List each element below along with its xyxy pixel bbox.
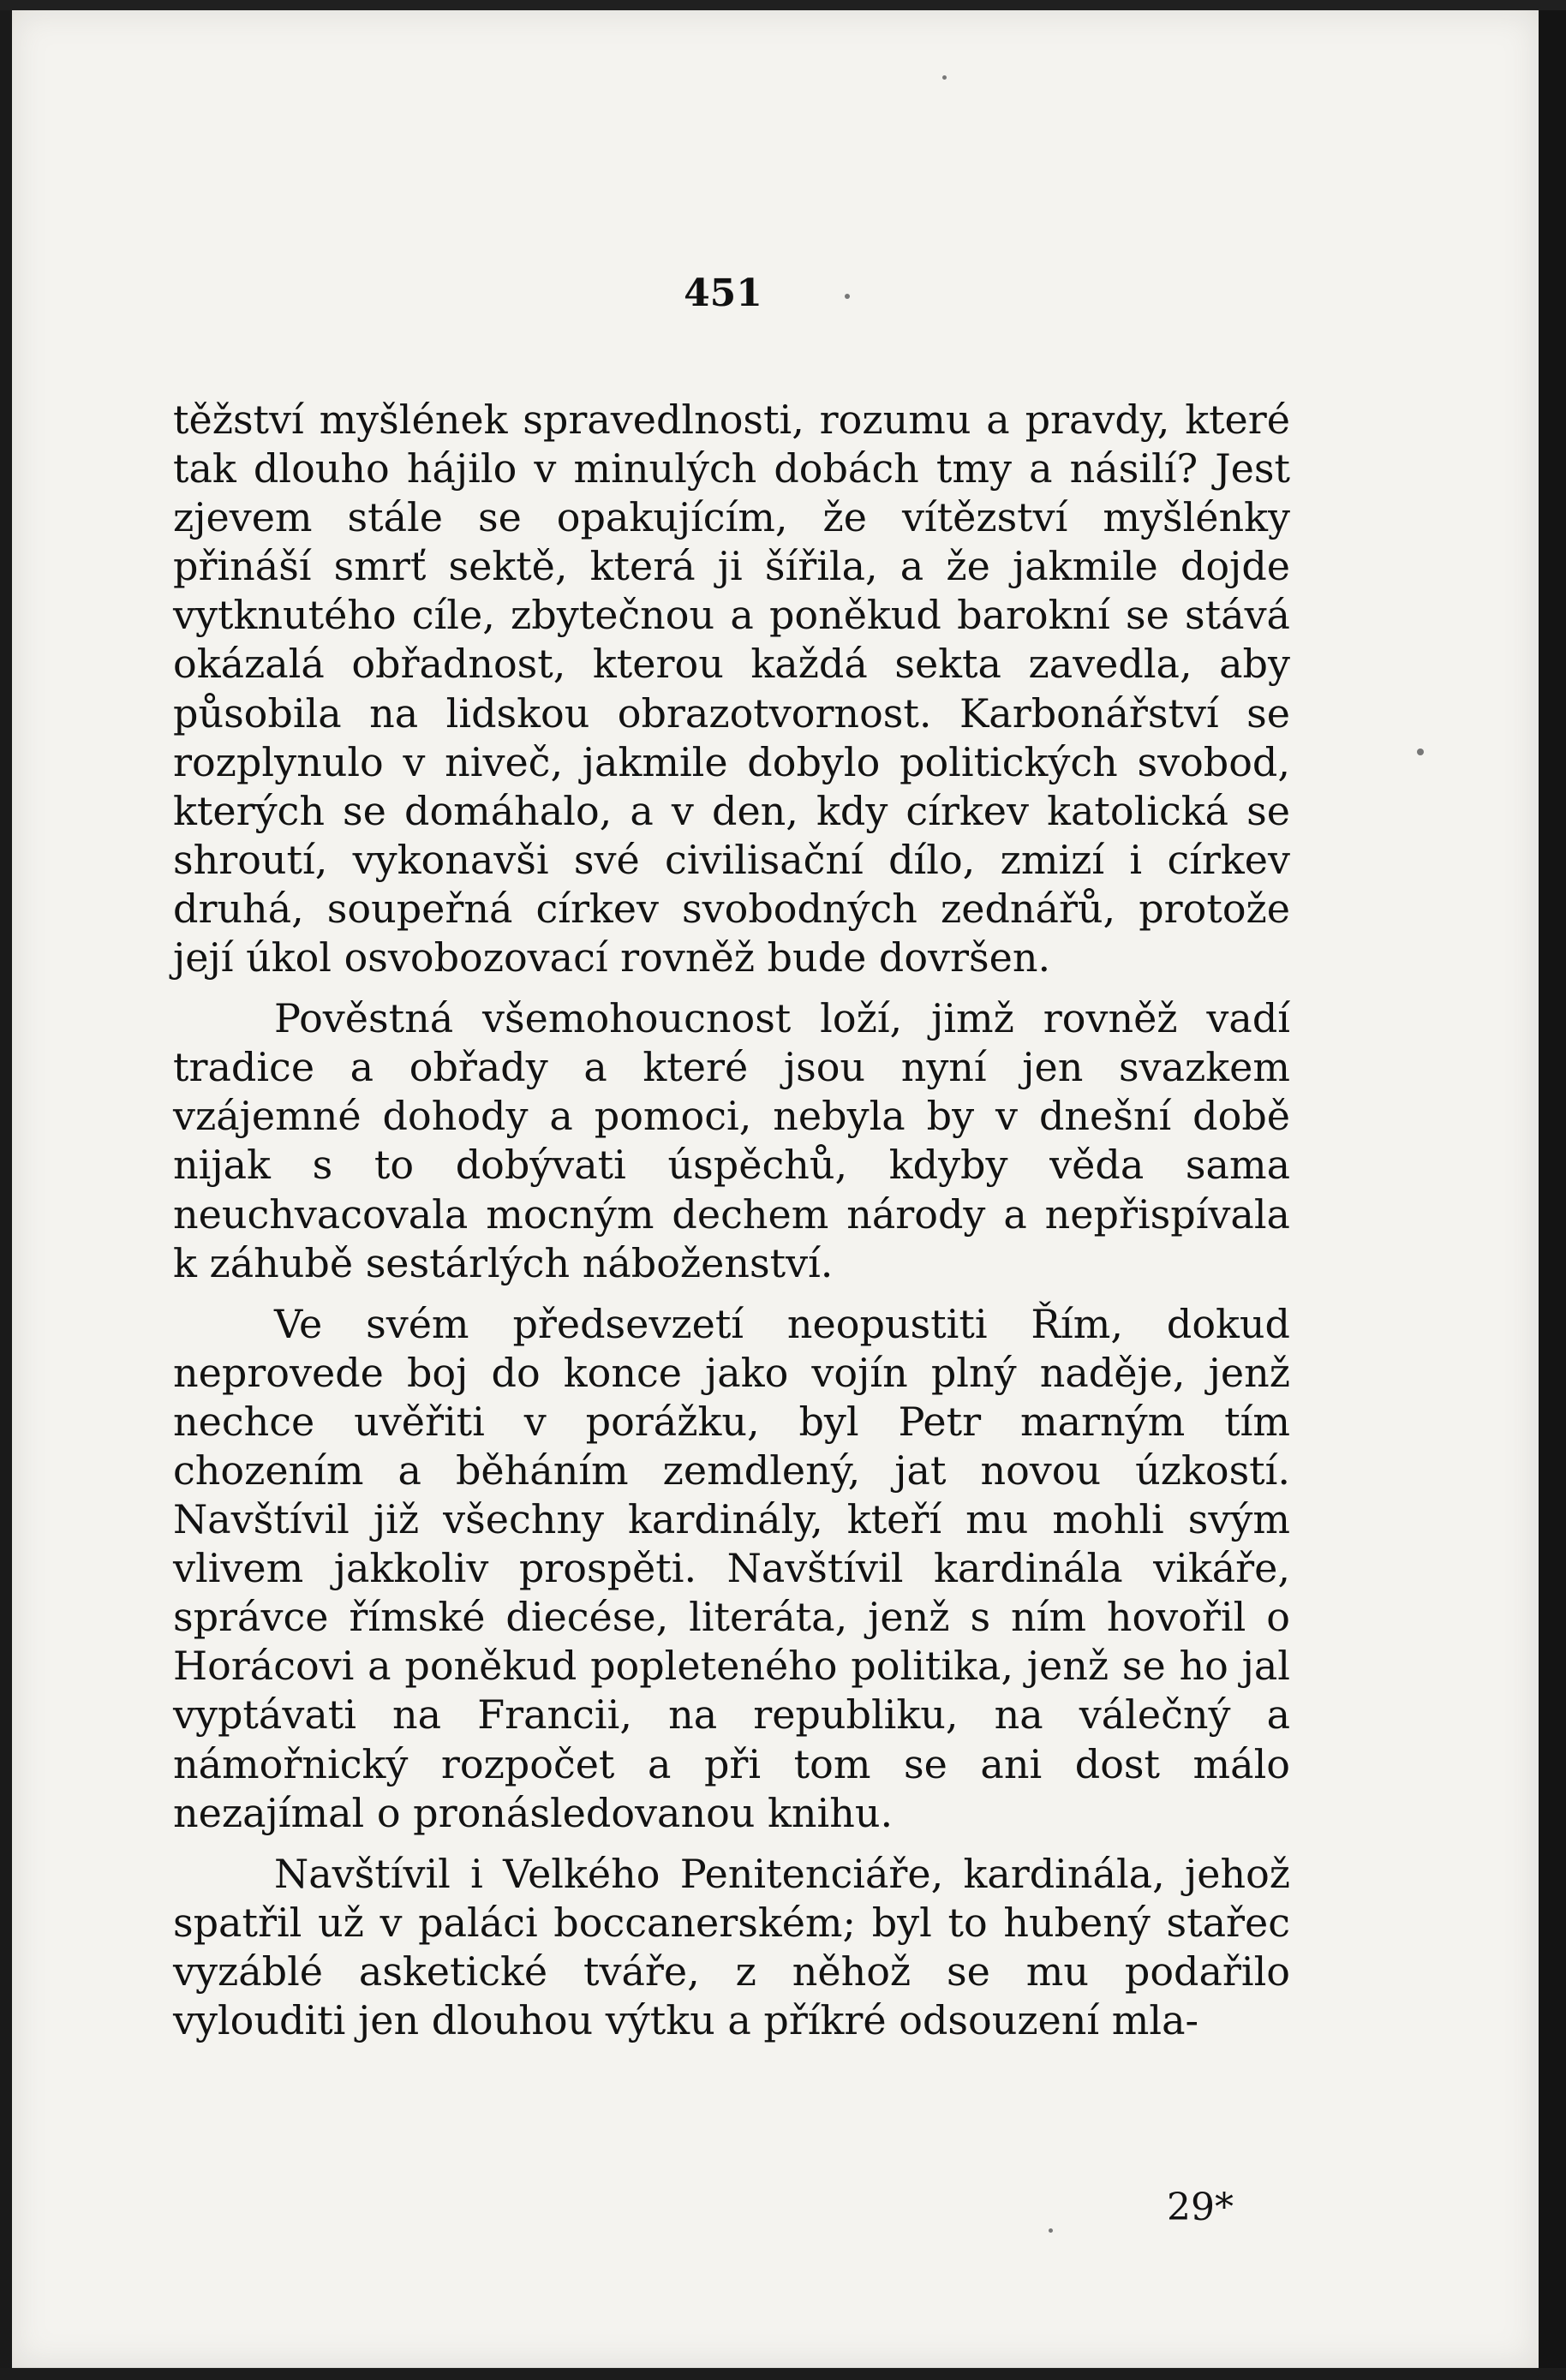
- page-number: 451: [684, 271, 762, 315]
- scan-edge-left: [0, 0, 12, 2380]
- paper-speck: [845, 294, 850, 299]
- paragraph: těžství myšlének spravedlnosti, rozumu a pravdy, které tak dlouho hájilo v minulých dobách tmy a násilí? Jest zjevem stále se opakujícím, že vítězství myšlénky přináší smrť sektě, která ji šířila, a že jakmile dojde vytknutého cíle, zbytečnou a poněkud barokní se stává okázalá obřadnost, kterou každá sekta zavedla, aby působila na lidskou obrazotvornost. Karbonářství se rozplynulo v niveč, jakmile dobylo politických svobod, kterých se domáhalo, a v den, kdy církev katolická se shroutí, vykonavši své civilisační dílo, zmizí i církev druhá, soupeřná církev svobodných zednářů, protože její úkol osvobozovací rovněž bude dovršen.: [173, 397, 1290, 981]
- scan-edge-top: [0, 0, 1566, 10]
- book-page: [12, 10, 1539, 2367]
- signature-mark: 29*: [1167, 2186, 1234, 2229]
- scan-edge-right: [1539, 0, 1566, 2380]
- scan-edge-bottom: [0, 2368, 1566, 2380]
- paper-speck: [1417, 749, 1424, 755]
- paper-speck: [942, 75, 947, 80]
- paragraph: Pověstná všemohoucnost loží, jimž rovněž vadí tradice a obřady a které jsou nyní jen svazkem vzájemné dohody a pomoci, nebyla by v dnešní době nijak s to dobývati úspěchů, kdyby věda sama neuchvacovala mocným dechem národy a nepřispívala k záhubě sestárlých náboženství.: [173, 995, 1290, 1286]
- paper-speck: [1049, 2228, 1053, 2233]
- body-text: [173, 396, 1290, 2045]
- paragraph: Ve svém předsevzetí neopustiti Řím, dokud neprovede boj do konce jako vojín plný naděje, jenž nechce uvěřiti v porážku, byl Petr marným tím chozením a běháním zemdlený, jat novou úzkostí. Navštívil již všechny kardinály, kteří mu mohli svým vlivem jakkoliv prospěti. Navštívil kardinála vikáře, správce římské diecése, literáta, jenž s ním hovořil o Horácovi a poněkud popleteného politika, jenž se ho jal vyptávati na Francii, na republiku, na válečný a námořnický rozpočet a při tom se ani dost málo nezajímal o pronásledovanou knihu.: [173, 1300, 1290, 1836]
- paragraph: Navštívil i Velkého Penitenciáře, kardinála, jehož spatřil už v paláci boccanerském; byl to hubený stařec vyzáblé asketické tváře, z něhož se mu podařilo vylouditi jen dlouhou výtku a příkré odsouzení mla-: [173, 1850, 1290, 2043]
